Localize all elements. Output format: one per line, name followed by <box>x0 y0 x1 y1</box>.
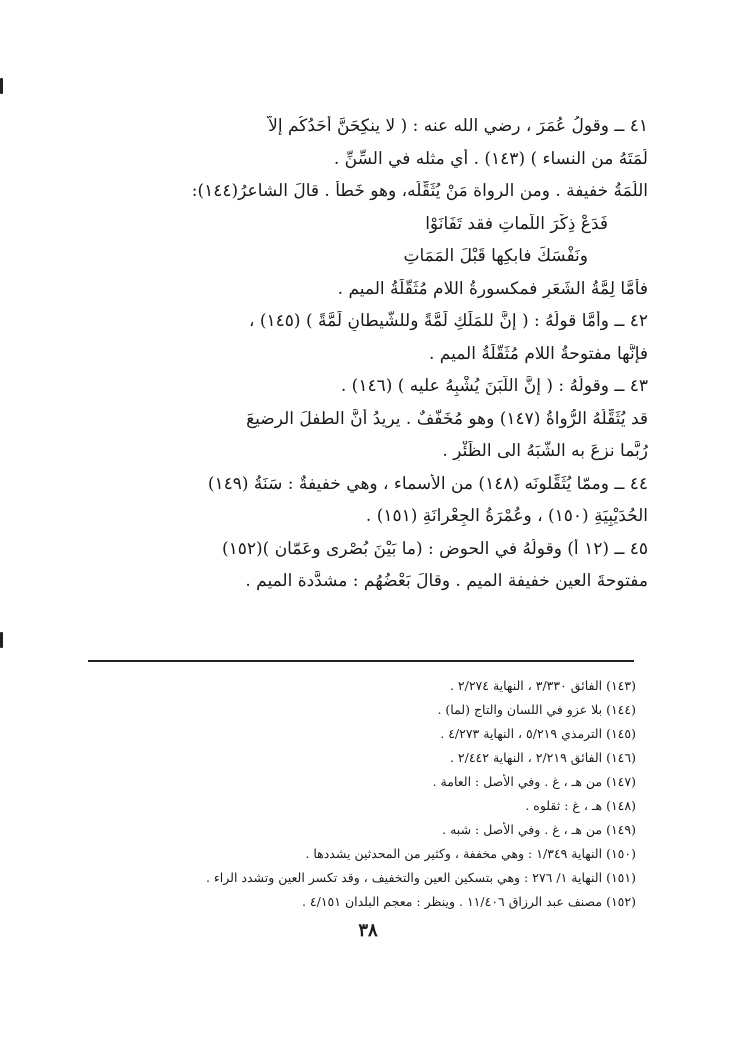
footnote: (١٥٠) النهاية ١/٣٤٩ : وهي مخففة ، وكثير من المحدثين يشددها . <box>305 846 636 861</box>
text-line: فأَمَّا لِمَّةُ الشَعَرِ فمكسورةُ اللام مُثَقَّلَةُ الميمِ . <box>337 278 648 299</box>
verse-line: فَدَعْ ذِكْرَ اللَّماتِ فقد تَفَانَوْا <box>425 213 608 234</box>
text-line: اللُمَةُ خفيفة . ومن الرواة مَنْ يُثَقِّلُه، وهو خَطأٌ . قالَ الشاعرُ(١٤٤): <box>191 181 648 201</box>
verse-line: ونَفْسَكَ فابكِها قَبْلَ المَمَاتِ <box>403 246 588 266</box>
text-line: ٤٣ ــ وقولُهُ : ( إنَّ اللَّبَنَ يُشْبِهُ عليه ) (١٤٦) . <box>340 376 648 396</box>
text-line: ٤٢ ــ وأَمَّا قولُهُ : ( إنَّ للمَلَكِ لَمَّةً وللشَّيطانِ لَمَّةً ) (١٤٥) ، <box>248 311 648 331</box>
footnote: (١٤٣) الفائق ٣/٣٣٠ ، النهاية ٢/٢٧٤ . <box>449 678 636 693</box>
footnote: (١٤٦) الفائق ٢/٢١٩ ، النهاية ٢/٤٤٢ . <box>449 750 636 765</box>
text-line: قد يُثَقِّلُهُ الرُّواةُ (١٤٧) وهو مُخَفَّفٌ . يريدُ أنَّ الطفلَ الرضيعَ <box>246 408 648 429</box>
footnote: (١٥١) النهاية ١/ ٢٧٦ : وهي بتسكين العين والتخفيف ، وقد تكسر العين وتشدد الراء . <box>205 870 636 885</box>
main-text-block <box>88 116 648 604</box>
page-number: ٣٨ <box>358 920 378 941</box>
footnote: (١٥٢) مصنف عبد الرزاق ١١/٤٠٦ . وينظر : معجم البلدان ٤/١٥١ . <box>301 894 636 909</box>
text-line: ٤٥ ــ (١٢ أ) وقولُهُ في الحوضِ : (ما بَيْنَ بُصْرى وعَمّان )(١٥٢) <box>221 538 648 559</box>
text-line: فإنَّها مفتوحةُ اللامِ مُثَقَّلَةُ الميمِ . <box>428 343 648 364</box>
text-line: مفتوحةَ العينِ خفيفة الميمِ . وقالَ بَعْضُهُم : مشدَّدة الميم . <box>245 571 648 591</box>
footnote: (١٤٧) من هـ ، غ . وفي الأصل : العامة . <box>432 774 636 789</box>
footnote: (١٤٤) بلا عزو في اللسان والتاج (لما) . <box>437 702 636 717</box>
footnote: (١٤٥) الترمذي ٥/٢١٩ ، النهاية ٤/٢٧٣ . <box>440 726 636 741</box>
scan-edge-mark <box>0 632 3 648</box>
scan-edge-mark <box>0 78 3 94</box>
text-line: ٤١ ــ وقولُ عُمَرَ ، رضي الله عنه : ( لا ينكِحَنَّ أحَدُكُم إلاَّ <box>268 116 648 136</box>
footnote-divider <box>88 660 634 662</box>
footnote: (١٤٩) من هـ ، غ . وفي الأصل : شبه . <box>442 822 636 837</box>
footnote: (١٤٨) هـ ، غ : ثقلوه . <box>525 798 636 813</box>
text-line: ٤٤ ــ وممّا يُثَقِّلونَه (١٤٨) من الأسماء ، وهي خفيفةٌ : سَنَةُ (١٤٩) <box>207 473 648 494</box>
footnotes-block <box>160 678 636 918</box>
text-line: لُمَتَهُ من النساء ) (١٤٣) . أي مثله في السِّنِّ . <box>333 148 648 169</box>
text-line: رُبَّما نزعَ به الشَّبَهُ الى الظِّئْرِ . <box>442 441 648 461</box>
text-line: الحُدَيْبِيَةِ (١٥٠) ، وعُمْرَةُ الجِعْرانَةِ (١٥١) . <box>365 506 648 526</box>
